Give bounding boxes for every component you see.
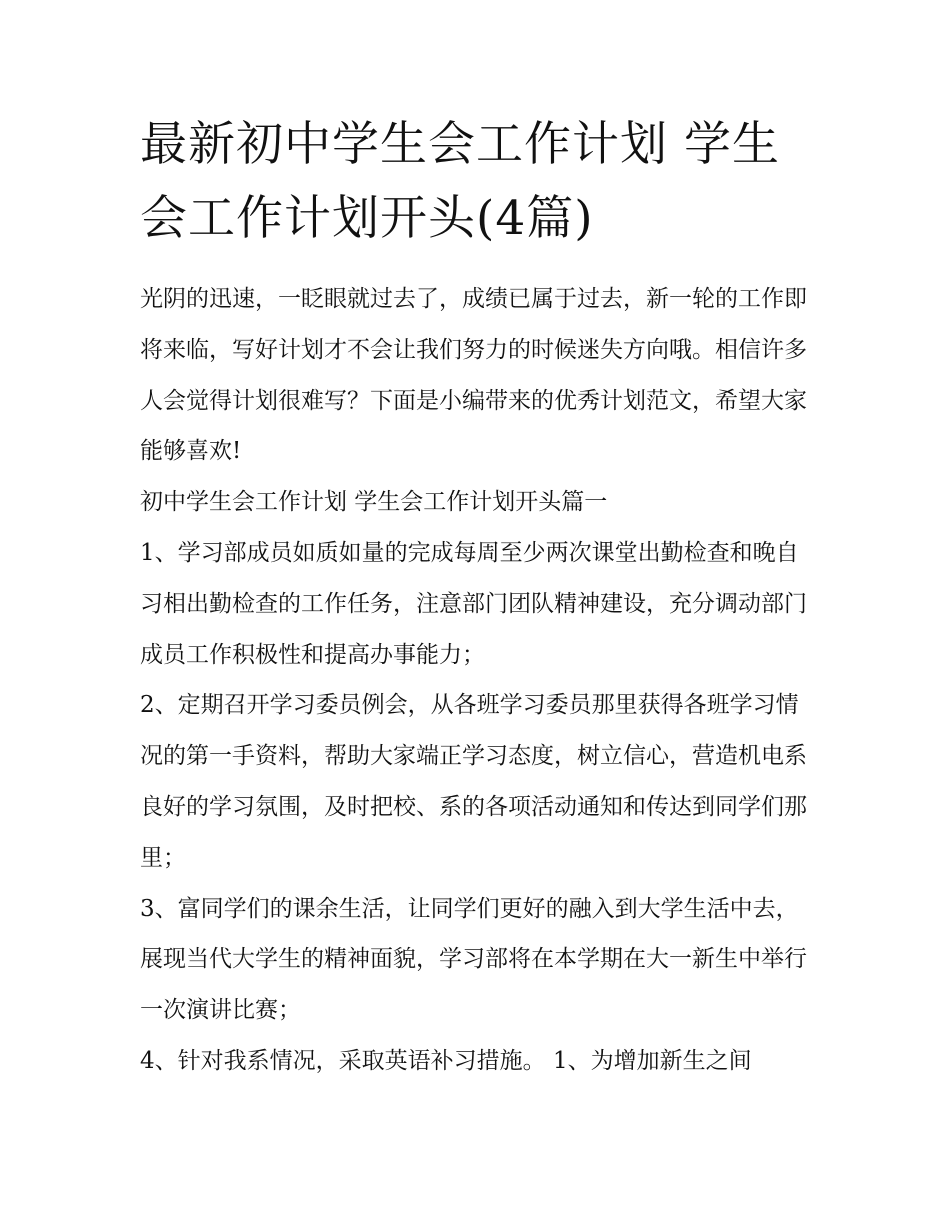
list-item-3: 3、富同学们的课余生活，让同学们更好的融入到大学生活中去，展现当代大学生的精神面貌，学习部将在本学期在大一新生中举行一次演讲比赛； (140, 895, 807, 1024)
list-item-1: 1、学习部成员如质如量的完成每周至少两次课堂出勤检查和晚自习相出勤检查的工作任务，注意部门团队精神建设，充分调动部门成员工作积极性和提高办事能力； (140, 539, 807, 668)
list-item-4: 4、针对我系情况，采取英语补习措施。 1、为增加新生之间 (140, 1047, 752, 1074)
document-title: 最新初中学生会工作计划 学生会工作计划开头(4篇) (140, 117, 780, 246)
document-content (140, 108, 820, 1087)
intro-paragraph: 光阴的迅速，一眨眼就过去了，成绩已属于过去，新一轮的工作即将来临，写好计划才不会让我们努力的时候迷失方向哦。相信许多人会觉得计划很难写？下面是小编带来的优秀计划范文，希望大家能够喜欢! (140, 286, 807, 465)
list-item-2: 2、定期召开学习委员例会，从各班学习委员那里获得各班学习情况的第一手资料，帮助大家端正学习态度，树立信心，营造机电系良好的学习氛围，及时把校、系的各项活动通知和传达到同学们那里； (140, 692, 807, 871)
section-heading: 初中学生会工作计划 学生会工作计划开头篇一 (140, 489, 608, 516)
